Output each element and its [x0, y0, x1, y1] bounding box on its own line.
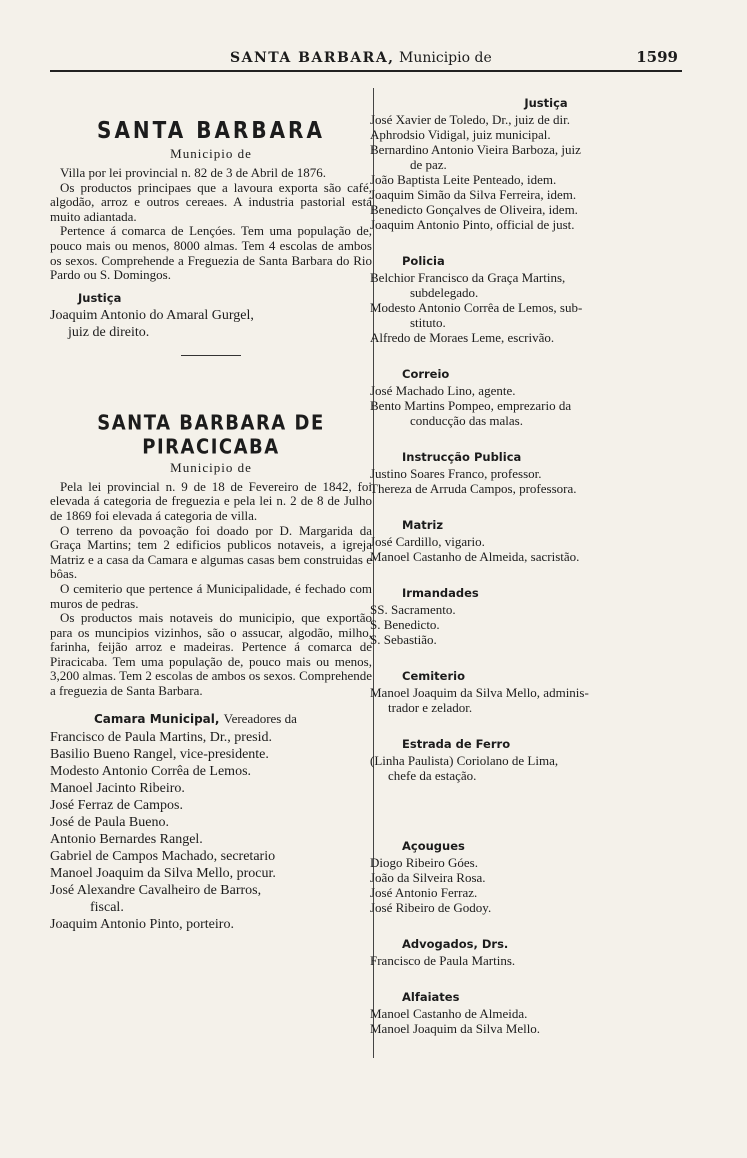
list-item: Antonio Bernardes Rangel.	[50, 831, 203, 847]
section-rule	[181, 355, 241, 356]
section-heading-correio: Correio	[402, 367, 450, 381]
list-item: Joaquim Antonio do Amaral Gurgel,	[50, 307, 254, 323]
list-item: José de Paula Bueno.	[50, 814, 169, 830]
section-heading-irmandades: Irmandades	[402, 586, 479, 600]
list-item: Justino Soares Franco, professor.	[370, 466, 542, 481]
list-item: S. Sebastião.	[370, 632, 437, 647]
paragraph: Os productos principaes que a lavoura exporta são café, algodão, arroz e outros cereaes. A industria pastorial está muito adiantada.	[50, 179, 372, 224]
list-item: Manoel Castanho de Almeida.	[370, 1006, 528, 1021]
list-item: José Antonio Ferraz.	[370, 885, 478, 900]
running-header	[50, 48, 682, 72]
town-title-santa-barbara: SANTA BARBARA	[97, 116, 325, 144]
list-item: de paz.	[410, 157, 447, 172]
list-item: Francisco de Paula Martins, Dr., presid.	[50, 729, 273, 745]
section-heading-acougues: Açougues	[402, 839, 465, 853]
list-item: chefe da estação.	[388, 768, 477, 783]
section-heading-justica: Justiça	[78, 290, 122, 305]
list-item: Aphrodsio Vidigal, juiz municipal.	[370, 127, 551, 142]
list-item: Diogo Ribeiro Góes.	[370, 855, 478, 870]
list-item: Alfredo de Moraes Leme, escrivão.	[370, 330, 555, 345]
header-subtitle: Municipio de	[399, 50, 492, 66]
list-item: José Xavier de Toledo, Dr., juiz de dir.	[370, 112, 570, 127]
list-item: Joaquim Antonio Pinto, porteiro.	[50, 916, 234, 932]
list-item: Manoel Joaquim da Silva Mello, procur.	[50, 865, 276, 881]
list-item: Manoel Castanho de Almeida, sacristão.	[370, 549, 580, 564]
header-title: SANTA BARBARA,	[230, 50, 395, 66]
list-item: Benedicto Gonçalves de Oliveira, idem.	[370, 202, 578, 217]
list-item: Modesto Antonio Corrêa de Lemos, sub-	[370, 300, 583, 315]
municipio-label: Municipio de	[170, 459, 252, 475]
paragraph: Os productos mais notaveis do municipio, que exportão para os muncipios vizinhos, são o assucar, algodão, milho, farinha, feijão arroz e madeiras. Pertence á comarca de Piracicaba. Tem uma população de, pouco mais ou menos, 3,200 almas. Tem 2 escolas de ambos os sexos. Comprehende a freguezia de Santa Barbara.	[50, 610, 372, 699]
municipio-label: Municipio de	[170, 146, 252, 161]
section-heading-cemiterio: Cemiterio	[402, 669, 465, 683]
list-item: fiscal.	[90, 899, 124, 915]
section-heading-alfaiates: Alfaiates	[402, 990, 460, 1004]
section-heading-instrucao: Instrucção Publica	[402, 450, 522, 464]
paragraph: Villa por lei provincial n. 82 de 3 de Abril de 1876.	[60, 165, 327, 180]
camara-subheading: Vereadores da	[223, 710, 297, 726]
list-item: trador e zelador.	[388, 700, 473, 715]
paragraph: Pela lei provincial n. 9 de 18 de Fevereiro de 1842, foi elevada á categoria de freguezia e pela lei n. 2 de 8 de Julho de 1869 foi elevada á categoria de villa.	[50, 478, 372, 523]
list-item: Thereza de Arruda Campos, professora.	[370, 481, 577, 496]
list-item: Belchior Francisco da Graça Martins,	[370, 270, 566, 285]
list-item: Bento Martins Pompeo, emprezario da	[370, 398, 572, 413]
list-item: José Machado Lino, agente.	[370, 383, 516, 398]
left-column	[50, 88, 372, 933]
list-item: subdelegado.	[410, 285, 479, 300]
section-heading-policia: Policia	[402, 254, 445, 268]
section-heading-camara	[94, 711, 372, 727]
paragraph: O terreno da povoação foi doado por D. Margarida da Graça Martins; tem 2 edificios publicos notaveis, a igreja Matriz e a casa da Camara e algumas casas bem construidas e bôas.	[50, 522, 372, 582]
list-item: Basilio Bueno Rangel, vice-presidente.	[50, 746, 269, 762]
list-item: José Alexandre Cavalheiro de Barros,	[50, 882, 262, 898]
list-item: stituto.	[410, 315, 446, 330]
list-item: Bernardino Antonio Vieira Barboza, juiz	[370, 142, 581, 157]
camara-heading: Camara Municipal,	[94, 711, 220, 726]
list-item: João Baptista Leite Penteado, idem.	[370, 172, 557, 187]
list-item: José Ferraz de Campos.	[50, 797, 183, 813]
page-number: 1599	[636, 48, 678, 66]
right-column	[370, 88, 690, 1036]
section-heading-advogados: Advogados, Drs.	[402, 937, 509, 951]
list-item: S. Benedicto.	[370, 617, 440, 632]
list-item: José Cardillo, vigario.	[370, 534, 485, 549]
list-item: Joaquim Simão da Silva Ferreira, idem.	[370, 187, 577, 202]
section-heading-estrada-de-ferro: Estrada de Ferro	[402, 737, 511, 751]
list-item: Manoel Jacinto Ribeiro.	[50, 780, 185, 796]
list-item: João da Silveira Rosa.	[370, 870, 486, 885]
list-item: conducção das malas.	[410, 413, 523, 428]
list-item: (Linha Paulista) Coriolano de Lima,	[370, 753, 559, 768]
paragraph: Pertence á comarca de Lençóes. Tem uma população de, pouco mais ou menos, 8000 almas. Tem 4 escolas de ambos os sexos. Comprehende a Freguezia de Santa Barbara do Rio Pardo ou S. Domingos.	[50, 223, 372, 283]
list-item: Gabriel de Campos Machado, secretario	[50, 848, 276, 864]
list-item: José Ribeiro de Godoy.	[370, 900, 492, 915]
paragraph: O cemiterio que pertence á Municipalidade, é fechado com muros de pedras.	[50, 580, 372, 611]
list-item: Joaquim Antonio Pinto, official de just.	[370, 217, 575, 232]
section-heading-justica: Justiça	[524, 96, 568, 110]
list-item: juiz de direito.	[68, 324, 150, 340]
town-title-santa-barbara-piracicaba: SANTA BARBARA DE PIRACICABA	[97, 410, 325, 459]
running-title	[230, 50, 492, 66]
list-item: Francisco de Paula Martins.	[370, 953, 516, 968]
list-item: SS. Sacramento.	[370, 602, 456, 617]
list-item: Manoel Joaquim da Silva Mello, adminis-	[370, 685, 589, 700]
list-item: Modesto Antonio Corrêa de Lemos.	[50, 763, 252, 779]
section-heading-matriz: Matriz	[402, 518, 444, 532]
list-item: Manoel Joaquim da Silva Mello.	[370, 1021, 541, 1036]
